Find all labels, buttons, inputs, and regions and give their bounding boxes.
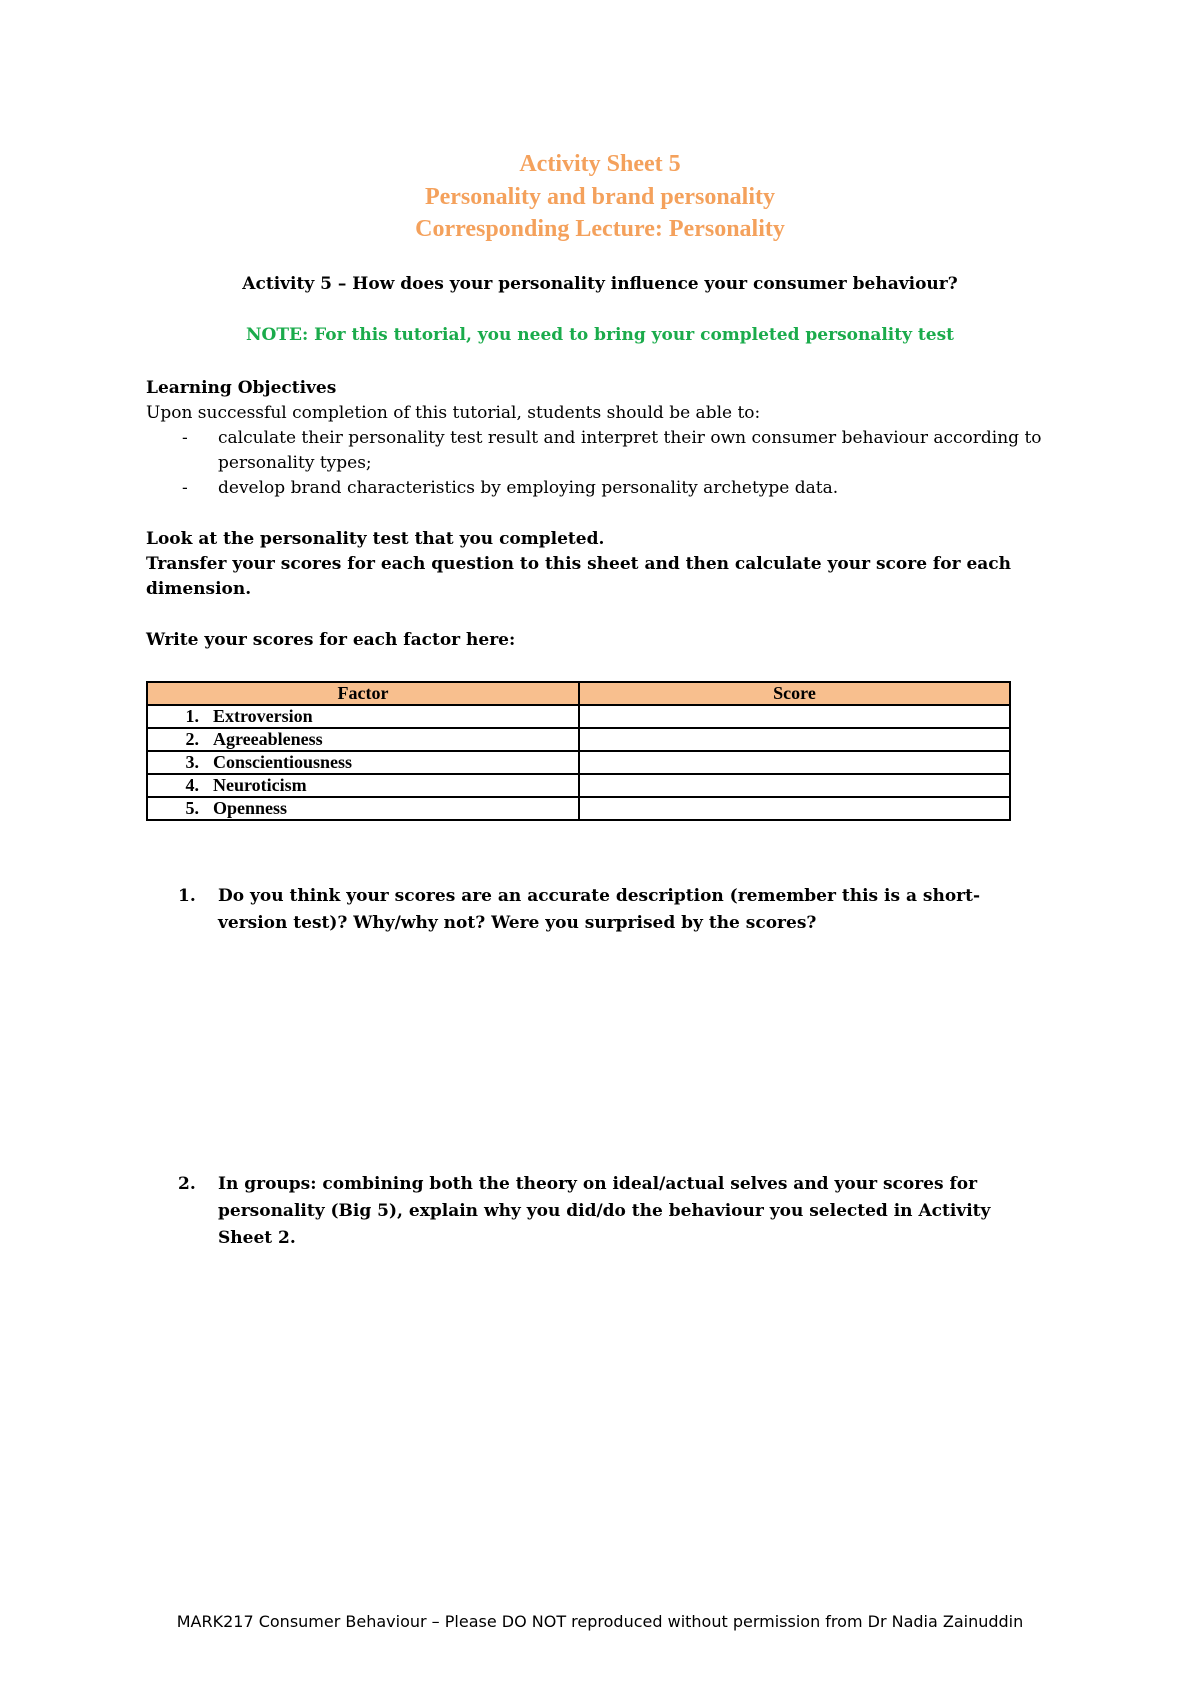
factor-cell (147, 751, 579, 774)
table-row (147, 751, 1010, 774)
row-number: 1. (185, 706, 199, 726)
table-row (147, 797, 1010, 820)
factor-name: Openness (213, 798, 288, 818)
factor-column-header: Factor (147, 682, 579, 705)
sheet-title: Activity Sheet 5 (519, 151, 681, 177)
factor-name: Extroversion (213, 706, 313, 726)
row-number: 5. (185, 798, 199, 818)
learning-objectives (146, 376, 1066, 501)
table-row (147, 774, 1010, 797)
score-cell[interactable] (579, 797, 1010, 820)
bullet-dash: - (182, 478, 188, 498)
title-block (0, 148, 1200, 246)
row-number: 3. (185, 752, 199, 772)
sheet-subtitle: Personality and brand personality (424, 183, 776, 210)
objective-text: develop brand characteristics by employing personality archetype data. (218, 478, 839, 498)
factor-cell (147, 705, 579, 728)
score-column-header: Score (579, 682, 1010, 705)
question-2 (178, 1171, 1048, 1252)
question-text: In groups: combining both the theory on ideal/actual selves and your scores for personality (Big 5), explain why you did/do the behaviour you selected in Activity Sheet 2. (218, 1174, 991, 1248)
question-text: Do you think your scores are an accurate description (remember this is a short-version test)? Why/why not? Were you surprised by the scores? (218, 886, 981, 933)
row-number: 4. (185, 775, 199, 795)
activity-heading: Activity 5 – How does your personality influence your consumer behaviour? (242, 274, 958, 294)
table-row (147, 705, 1010, 728)
factor-name: Agreeableness (213, 729, 323, 749)
question-1 (178, 883, 1048, 937)
table-header-row (147, 682, 1010, 705)
list-item (146, 476, 1066, 501)
objectives-list (146, 426, 1066, 501)
instruction-line: Look at the personality test that you completed. (146, 529, 605, 549)
factor-cell (147, 774, 579, 797)
lecture-title: Corresponding Lecture: Personality (415, 216, 785, 242)
table-row (147, 728, 1010, 751)
score-table (146, 681, 1011, 821)
factor-cell (147, 728, 579, 751)
factor-name: Neuroticism (213, 775, 307, 795)
score-cell[interactable] (579, 751, 1010, 774)
bullet-dash: - (182, 428, 188, 448)
write-prompt: Write your scores for each factor here: (146, 630, 516, 650)
learning-objectives-heading: Learning Objectives (146, 378, 337, 398)
row-number: 2. (185, 729, 199, 749)
instruction-line: Transfer your scores for each question to this sheet and then calculate your score for each dimension. (146, 554, 1011, 599)
score-cell[interactable] (579, 774, 1010, 797)
page-footer: MARK217 Consumer Behaviour – Please DO NOT reproduced without permission from Dr Nadia Zainuddin (176, 1612, 1024, 1631)
score-cell[interactable] (579, 705, 1010, 728)
factor-cell (147, 797, 579, 820)
question-number: 2. (178, 1174, 196, 1194)
score-cell[interactable] (579, 728, 1010, 751)
objective-text: calculate their personality test result and interpret their own consumer behaviour according to personality types; (218, 428, 1042, 473)
note-text: NOTE: For this tutorial, you need to bring your completed personality test (245, 325, 955, 345)
instructions (146, 527, 1026, 602)
learning-objectives-intro: Upon successful completion of this tutorial, students should be able to: (146, 403, 761, 423)
factor-name: Conscientiousness (213, 752, 353, 772)
list-item (146, 426, 1066, 476)
question-number: 1. (178, 886, 196, 906)
